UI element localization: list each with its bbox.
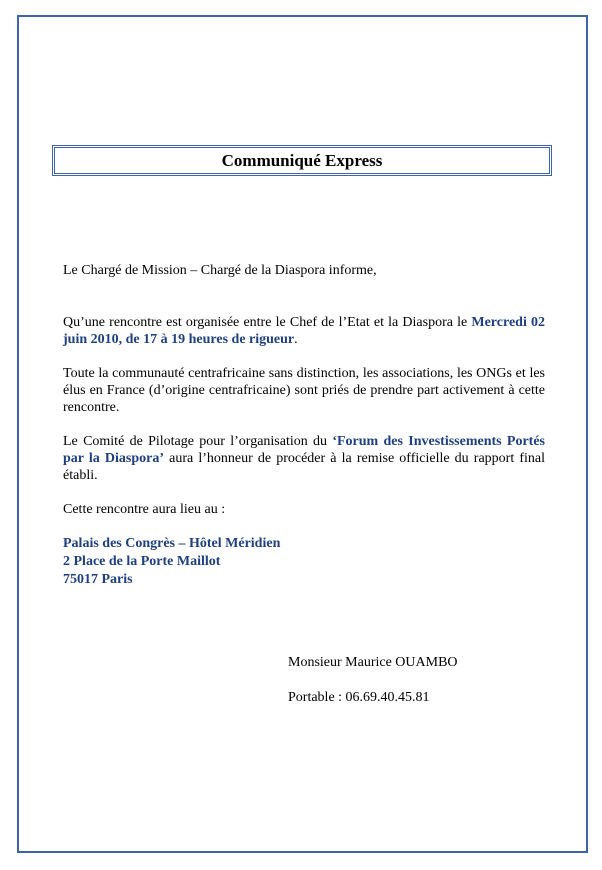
- page-title: Communiqué Express: [221, 150, 383, 170]
- venue-city: 75017 Paris: [63, 572, 133, 587]
- venue-address: [63, 535, 545, 589]
- forum-name: ‘Forum des Investissements Portés par la Diaspora’: [63, 434, 545, 466]
- committee-text: Le Comité de Pilotage pour l’organisation du: [63, 434, 333, 449]
- venue-intro: Cette rencontre aura lieu au :: [63, 502, 226, 517]
- signatory-phone: Portable : 06.69.40.45.81: [288, 690, 430, 705]
- meeting-date: Mercredi 02 juin 2010, de 17 à 19 heures de rigueur: [63, 315, 545, 347]
- signature-block: [288, 654, 458, 706]
- title-box: [52, 145, 552, 176]
- committee-text-end: aura l’honneur de procéder à la remise officielle du rapport final établi.: [63, 451, 546, 483]
- meeting-text: Qu’une rencontre est organisée entre le Chef de l’Etat et la Diaspora le: [63, 315, 472, 330]
- venue-name: Palais des Congrès – Hôtel Méridien: [63, 536, 281, 551]
- committee-paragraph: [63, 433, 545, 484]
- meeting-paragraph: [63, 314, 545, 348]
- community-paragraph: Toute la communauté centrafricaine sans distinction, les associations, les ONGs et les élus en France (d’origine centrafricaine) sont priés de prendre part activement à cette rencontre.: [63, 366, 545, 415]
- document-body: [63, 262, 545, 589]
- venue-street: 2 Place de la Porte Maillot: [63, 554, 221, 569]
- signatory-name: Monsieur Maurice OUAMBO: [288, 655, 458, 670]
- meeting-text-end: .: [294, 332, 298, 347]
- intro-paragraph: Le Chargé de Mission – Chargé de la Diaspora informe,: [63, 263, 377, 278]
